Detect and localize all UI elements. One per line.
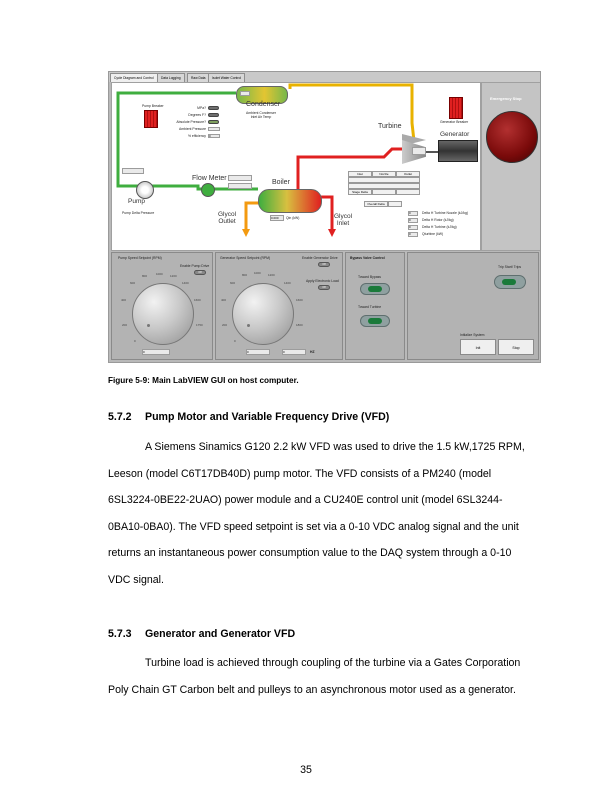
paragraph-572-line-4: 0BA10-0BA0). The VFD speed setpoint is set via a 0-10 VDC analog signal and the unit xyxy=(108,520,519,533)
status-label-degrees: Degrees F? xyxy=(188,113,206,117)
paragraph-573-line-2: Poly Chain GT Carbon belt and pulleys to an asynchronous motor used as a generator. xyxy=(108,683,516,696)
initialize-label: Initialize System xyxy=(460,333,485,337)
toward-turbine-label: Toward Turbine xyxy=(358,305,382,309)
generator-speed-value[interactable]: 0 xyxy=(246,349,270,355)
gen-tick-1200: 1200 xyxy=(268,273,275,277)
stop-button[interactable]: Stop xyxy=(498,339,534,355)
pump-tick-800: 800 xyxy=(142,274,148,278)
pump-speed-knob[interactable] xyxy=(132,283,194,345)
gen-tick-1400: 1400 xyxy=(284,281,291,285)
table-header-nozzle: Nozzle xyxy=(372,171,396,177)
pump-label: Pump xyxy=(128,198,145,205)
efficiency-field: 0 xyxy=(208,134,220,138)
bypass-valve-panel xyxy=(345,252,405,360)
pump-tick-1000: 1000 xyxy=(156,272,163,276)
flow-meter-icon xyxy=(201,183,215,197)
emergency-stop-label: Emergency Stop xyxy=(490,96,522,101)
boiler-unit: Qin (kW) xyxy=(286,216,300,220)
flow-meter-field-2 xyxy=(228,183,252,189)
gen-tick-0: 0 xyxy=(234,339,236,343)
delta-label-1: Delta H Turbine Nozzle (kJ/kg) xyxy=(422,211,468,215)
labview-gui-screenshot xyxy=(108,71,541,363)
glycol-outlet-line2: Outlet xyxy=(218,218,236,225)
pump-speed-panel xyxy=(111,252,213,360)
trips-panel xyxy=(407,252,539,360)
gen-tick-1800: 1800 xyxy=(296,323,303,327)
gen-tick-200: 200 xyxy=(222,323,228,327)
pump-tick-0: 0 xyxy=(134,339,136,343)
toward-bypass-toggle[interactable] xyxy=(360,283,390,295)
gen-tick-800: 800 xyxy=(242,273,248,277)
trips-title: Trip Start/ Trips xyxy=(498,265,522,269)
boiler-icon xyxy=(258,189,322,213)
paragraph-572-line-5: returns an instantaneous power consumption value to the DAQ system through a 0-10 xyxy=(108,547,512,560)
arrow-inlet xyxy=(328,229,336,237)
pump-tick-600: 600 xyxy=(130,281,136,285)
section-heading-573 xyxy=(108,628,295,640)
tab-data-logging[interactable]: Data Logging xyxy=(157,73,185,82)
status-label-mpa: MPa? xyxy=(197,106,206,110)
pump-icon xyxy=(136,181,154,199)
tab-raw-data[interactable]: Raw Data xyxy=(187,73,209,82)
stage-delta-field-1 xyxy=(372,189,396,195)
init-button[interactable]: Init xyxy=(460,339,496,355)
enable-generator-label: Enable Generator Drive xyxy=(302,256,338,260)
boiler-label: Boiler xyxy=(272,179,290,186)
arrow-outlet xyxy=(242,229,250,237)
generator-coupling-field xyxy=(412,147,426,155)
glycol-inlet-line1: Glycol xyxy=(334,213,353,220)
page-number: 35 xyxy=(300,764,312,776)
delta-value-4: 0 xyxy=(408,232,418,237)
delta-value-1: 0 xyxy=(408,211,418,216)
toward-turbine-toggle[interactable] xyxy=(360,315,390,327)
generator-speed-panel xyxy=(215,252,343,360)
apply-load-switch[interactable]: Off xyxy=(318,285,330,290)
glycol-inlet-line2: Inlet xyxy=(336,220,350,227)
pump-field xyxy=(122,168,144,174)
glycol-inlet-label xyxy=(334,213,352,227)
ambient-condenser-line2: Inlet Air Temp xyxy=(250,115,272,119)
glycol-outlet-label xyxy=(218,211,236,225)
pump-tick-1200: 1200 xyxy=(170,274,177,278)
overall-delta-field xyxy=(388,201,402,207)
section-number-572: 5.7.2 xyxy=(108,411,132,423)
degrees-indicator xyxy=(208,113,219,117)
pump-speed-title: Pump Speed Setpoint (RPM) xyxy=(118,256,162,260)
enable-generator-switch[interactable]: Off xyxy=(318,262,330,267)
emergency-stop-panel xyxy=(481,82,541,251)
pump-breaker-label: Pump Breaker xyxy=(142,104,164,108)
pump-tick-1600: 1600 xyxy=(194,298,201,302)
pump-speed-value[interactable]: 0 xyxy=(142,349,170,355)
generator-icon xyxy=(438,140,478,162)
delta-label-3: Delta H Turbine (kJ/kg) xyxy=(422,225,457,229)
table-header-outlet: Outlet xyxy=(396,171,420,177)
tab-cycle-diagram[interactable]: Cycle Diagram and Control xyxy=(110,73,158,82)
paragraph-572 xyxy=(108,434,540,594)
paragraph-572-line-1: A Siemens Sinamics G120 2.2 kW VFD was used to drive the 1.5 kW,1725 RPM, xyxy=(145,441,525,453)
pump-delta-pressure-label: Pump Delta Pressure xyxy=(122,211,155,215)
ambient-pressure-field xyxy=(208,127,220,131)
stage-delta-field-2 xyxy=(396,189,420,195)
pump-tick-400: 400 xyxy=(121,298,127,302)
boiler-value: 0.000 xyxy=(270,215,284,221)
paragraph-573 xyxy=(108,650,540,703)
apply-load-label: Apply Electronic Load xyxy=(306,279,339,283)
generator-breaker-label: Generator Breaker xyxy=(440,120,469,124)
generator-breaker-icon[interactable] xyxy=(449,97,463,119)
generator-hz-value: 0 xyxy=(282,349,306,355)
pump-breaker-icon[interactable] xyxy=(144,110,158,128)
status-label-abs-pressure: Absolute Pressure? xyxy=(176,120,206,124)
generator-speed-title: Generator Speed Setpoint (RPM) xyxy=(220,256,271,260)
toward-bypass-label: Toward Bypass xyxy=(358,275,381,279)
generator-label: Generator xyxy=(440,131,470,138)
paragraph-572-line-6: VDC signal. xyxy=(108,573,164,586)
stage-delta-label: Stage Delta xyxy=(348,189,372,195)
pump-tick-1750: 1750 xyxy=(196,323,203,327)
abs-pressure-indicator xyxy=(208,120,219,124)
glycol-outlet-line1: Glycol xyxy=(218,211,237,218)
gen-tick-1600: 1600 xyxy=(296,298,303,302)
section-title-573: Generator and Generator VFD xyxy=(145,628,296,640)
tab-bar xyxy=(109,72,540,82)
mpa-indicator xyxy=(208,106,219,110)
tab-isolet-water-control[interactable]: Isolet Water Control xyxy=(208,73,245,82)
bypass-title: Bypass Valve Control xyxy=(350,256,385,260)
turbine-label: Turbine xyxy=(378,123,402,130)
delta-value-2: 0 xyxy=(408,218,418,223)
gen-tick-600: 600 xyxy=(230,281,236,285)
section-number-573: 5.7.3 xyxy=(108,628,132,640)
section-heading-572 xyxy=(108,411,389,423)
emergency-stop-button[interactable] xyxy=(486,111,538,163)
delta-label-2: Delta H Rotor (kJ/kg) xyxy=(422,218,454,222)
trip-start-toggle[interactable] xyxy=(494,275,526,289)
generator-hz-unit: HZ xyxy=(310,350,315,354)
flow-meter-label: Flow Meter xyxy=(192,175,227,182)
paragraph-573-line-1: Turbine load is achieved through coupling of the turbine via a Gates Corporation xyxy=(145,657,521,669)
pump-tick-200: 200 xyxy=(122,323,128,327)
generator-speed-knob[interactable] xyxy=(232,283,294,345)
condenser-field xyxy=(240,91,250,96)
paragraph-572-line-3: 6SL3224-0BE22-2UAO) power module and a CU240E control unit (model 6SL3244- xyxy=(108,494,503,507)
overall-delta-label: Overall Delta xyxy=(364,201,388,207)
figure-caption: Figure 5-9: Main LabVIEW GUI on host computer. xyxy=(108,376,299,385)
status-label-efficiency: % efficiency xyxy=(187,134,206,138)
cycle-diagram xyxy=(111,82,481,251)
ambient-condenser-label xyxy=(246,111,276,119)
pipe-orange xyxy=(246,203,260,233)
gen-tick-1000: 1000 xyxy=(254,271,261,275)
pipe-yellow xyxy=(290,85,414,141)
gen-tick-400: 400 xyxy=(221,298,227,302)
enable-pump-label: Enable Pump Drive xyxy=(180,264,210,268)
table-header-inlet: Inlet xyxy=(348,171,372,177)
section-title-572: Pump Motor and Variable Frequency Drive (VFD) xyxy=(145,411,390,423)
enable-pump-switch[interactable]: Off xyxy=(194,270,206,275)
ambient-condenser-line1: Ambient Condenser xyxy=(246,111,276,115)
pump-tick-1400: 1400 xyxy=(182,281,189,285)
paragraph-572-line-2: Leeson (model C6T17DB40D) pump motor. The VFD consists of a PM240 (model xyxy=(108,467,492,480)
status-label-ambient-pressure: Ambient Pressure xyxy=(179,127,206,131)
condenser-label: Condenser xyxy=(246,101,281,108)
flow-meter-field-1 xyxy=(228,175,252,181)
delta-value-3: 0 xyxy=(408,225,418,230)
delta-label-4: Qturbine (kW) xyxy=(422,232,444,236)
